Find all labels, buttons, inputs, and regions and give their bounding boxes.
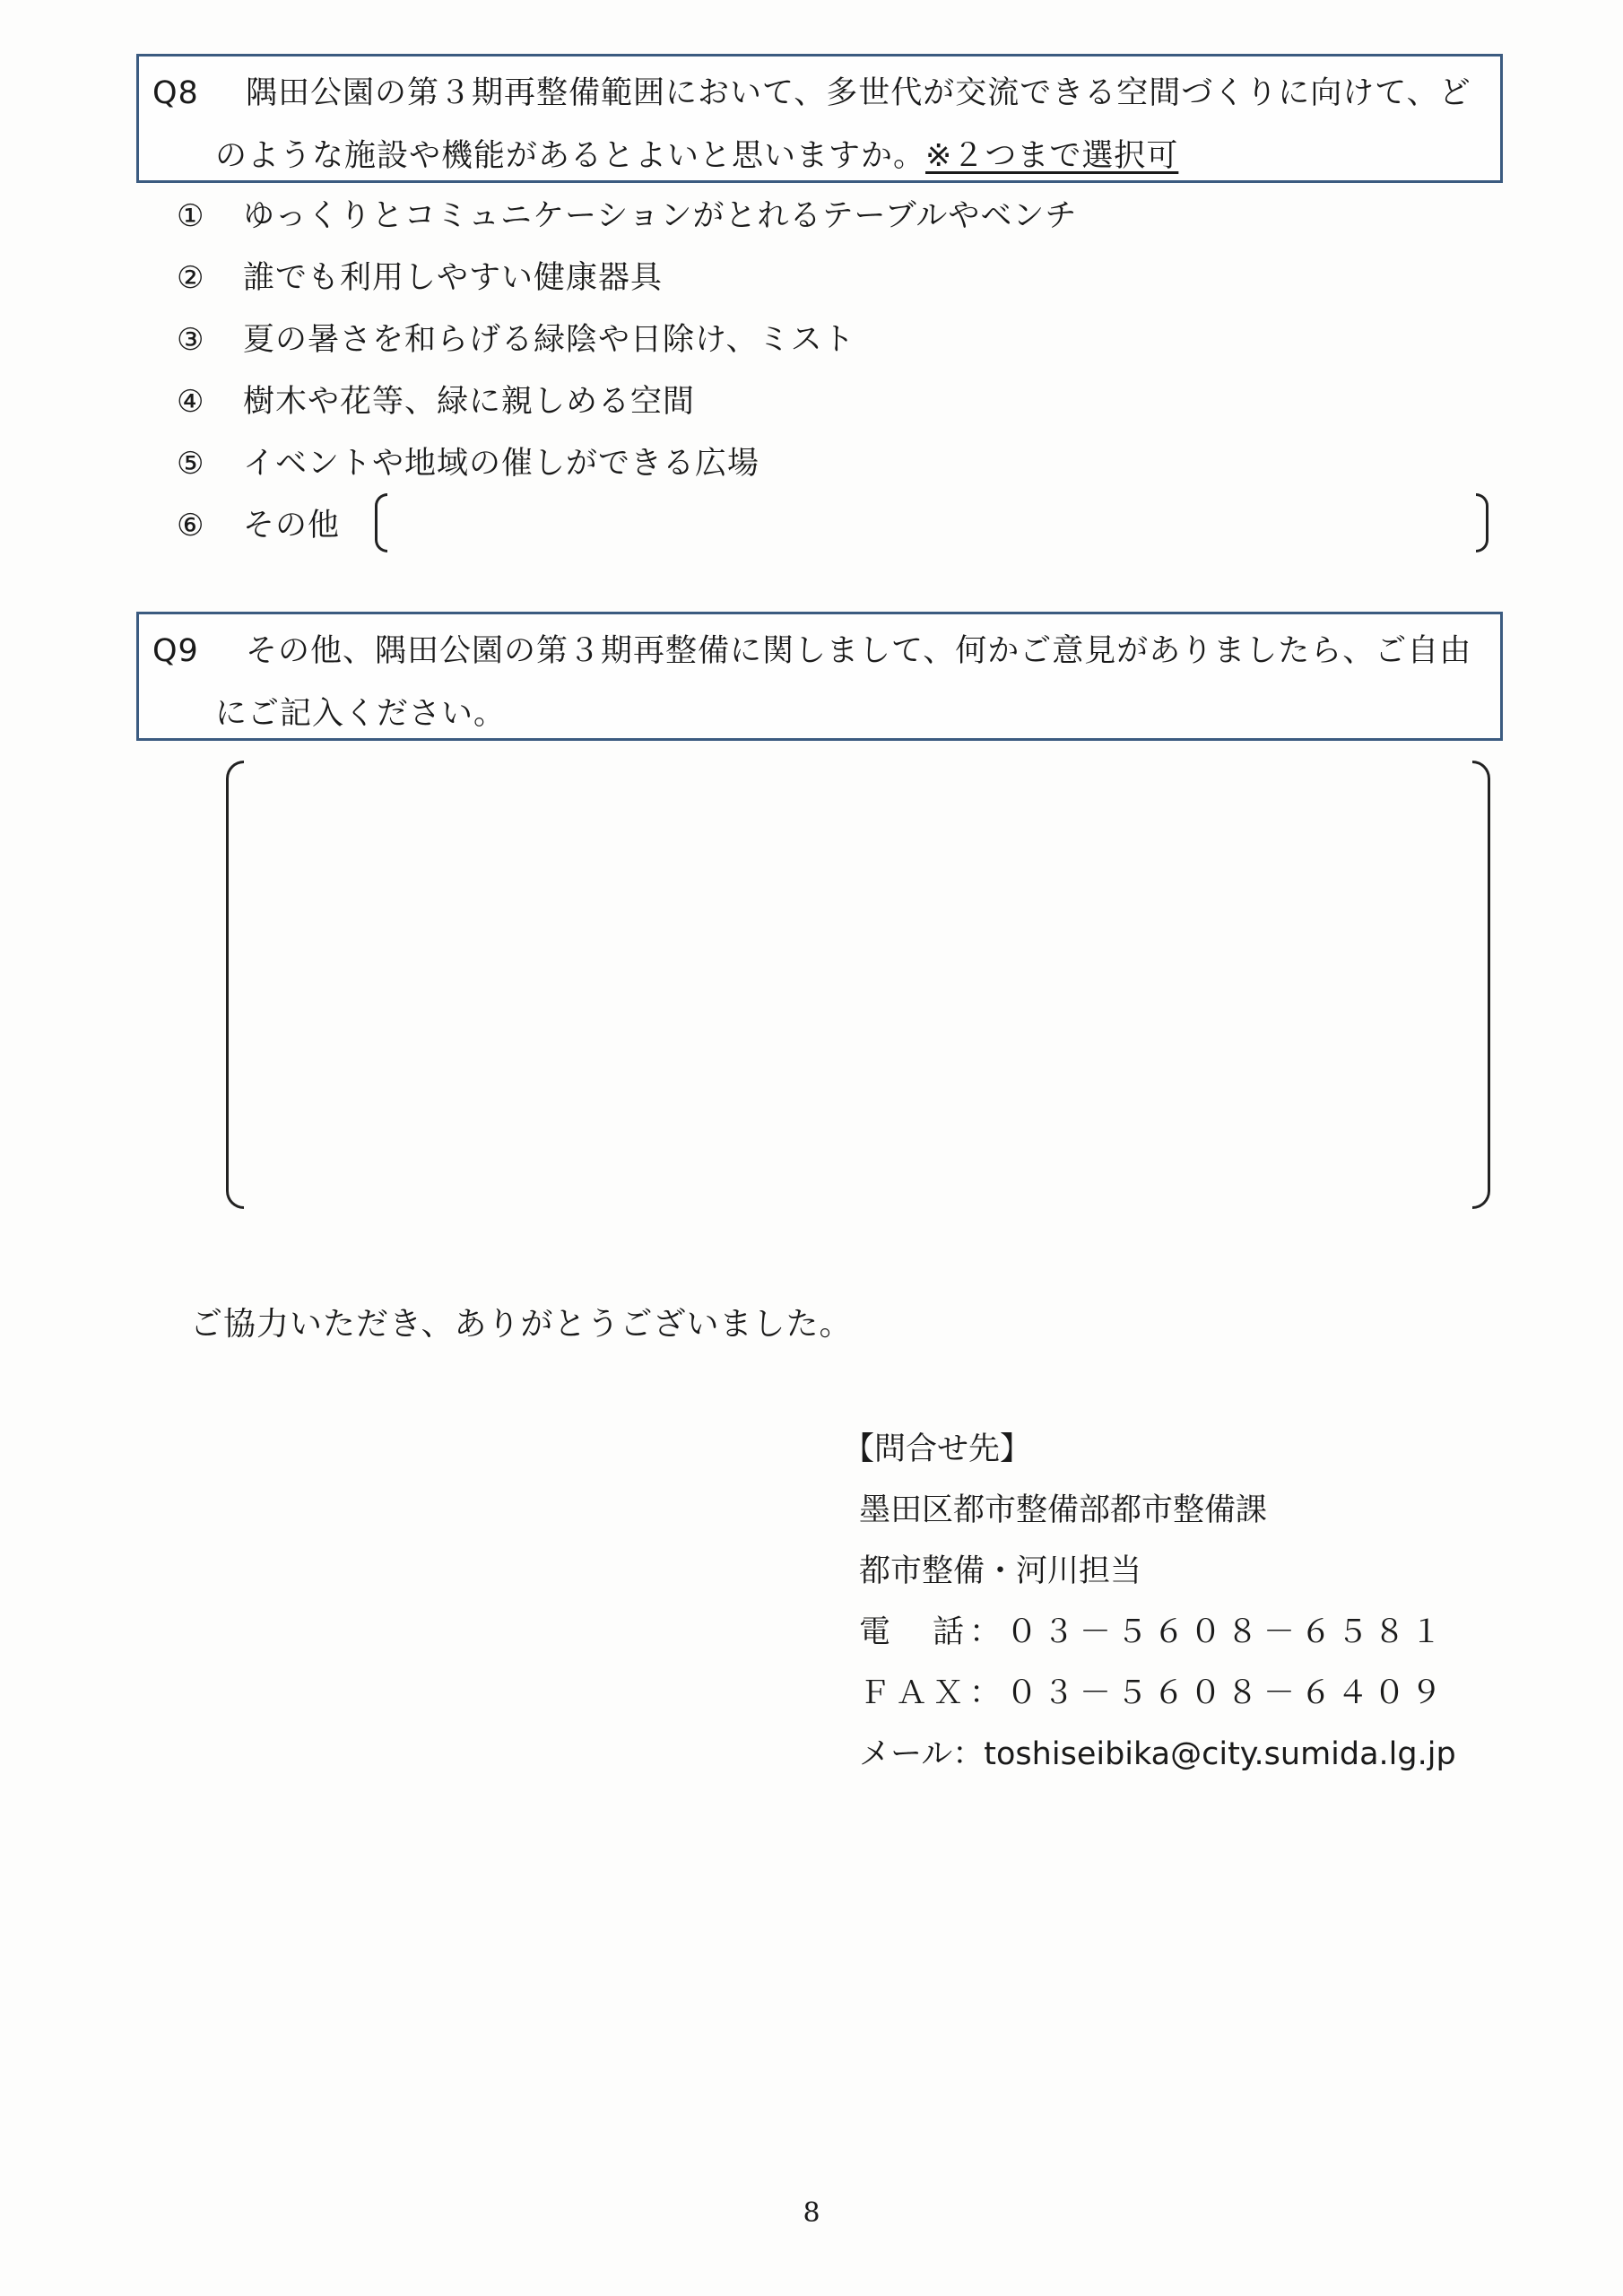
page-number: 8 xyxy=(803,2197,820,2229)
option-label: イベントや地域の催しができる広場 xyxy=(243,446,760,482)
q8-option-3[interactable] xyxy=(177,315,855,360)
option-label: 樹木や花等、緑に親しめる空間 xyxy=(243,384,696,420)
contact-heading: 【問合せ先】 xyxy=(843,1431,1032,1467)
option-number: ⑥ xyxy=(177,508,205,544)
q9-text-line1: その他、隅田公園の第３期再整備に関しまして、何かご意見がありましたら、ご自由 xyxy=(246,633,1472,669)
option-number: ① xyxy=(177,198,205,234)
right-bracket xyxy=(1476,493,1488,552)
q9-question-line2 xyxy=(215,689,506,734)
contact-phone: 電 話：０３－５６０８－６５８１ xyxy=(859,1614,1448,1650)
q9-text-line2: にご記入ください。 xyxy=(215,696,507,732)
contact-email[interactable]: メール：toshiseibika@city.sumida.lg.jp xyxy=(859,1736,1456,1772)
option-label: 誰でも利用しやすい健康器具 xyxy=(243,260,664,296)
option-number: ④ xyxy=(177,384,205,420)
option-number: ⑤ xyxy=(177,446,205,482)
q8-text-line1: 隅田公園の第３期再整備範囲において、多世代が交流できる空間づくりに向けて、ど xyxy=(246,75,1471,111)
left-bracket xyxy=(375,493,387,552)
q8-select-note: ※２つまで選択可 xyxy=(925,138,1179,174)
q8-option-5[interactable] xyxy=(177,439,759,483)
other-answer-field[interactable] xyxy=(375,493,1488,552)
q8-number: Q8 xyxy=(152,75,199,111)
contact-department: 墨田区都市整備部都市整備課 xyxy=(859,1492,1268,1528)
option-label: その他 xyxy=(243,508,341,544)
q8-question-line1 xyxy=(152,68,1471,113)
q8-option-4[interactable] xyxy=(177,377,695,422)
option-number: ③ xyxy=(177,322,205,358)
q8-question-line2 xyxy=(215,131,1178,176)
q8-option-1[interactable] xyxy=(177,191,1077,236)
option-label: ゆっくりとコミュニケーションがとれるテーブルやベンチ xyxy=(243,198,1078,234)
option-label: 夏の暑さを和らげる緑陰や日除け、ミスト xyxy=(243,322,855,358)
free-comment-field[interactable] xyxy=(226,761,1490,1209)
contact-fax: ＦＡＸ：０３－５６０８－６４０９ xyxy=(859,1675,1448,1711)
q8-text-line2: のような施設や機能があるとよいと思いますか。 xyxy=(215,138,926,174)
thanks-message: ご協力いただき、ありがとうございました。 xyxy=(190,1306,853,1343)
q8-option-6[interactable] xyxy=(177,500,340,545)
right-bracket xyxy=(1472,761,1490,1209)
contact-section: 都市整備・河川担当 xyxy=(859,1553,1142,1589)
q9-number: Q9 xyxy=(152,633,199,669)
q8-option-2[interactable] xyxy=(177,253,663,298)
option-number: ② xyxy=(177,260,205,296)
q9-question-line1 xyxy=(152,626,1471,671)
left-bracket xyxy=(226,761,244,1209)
